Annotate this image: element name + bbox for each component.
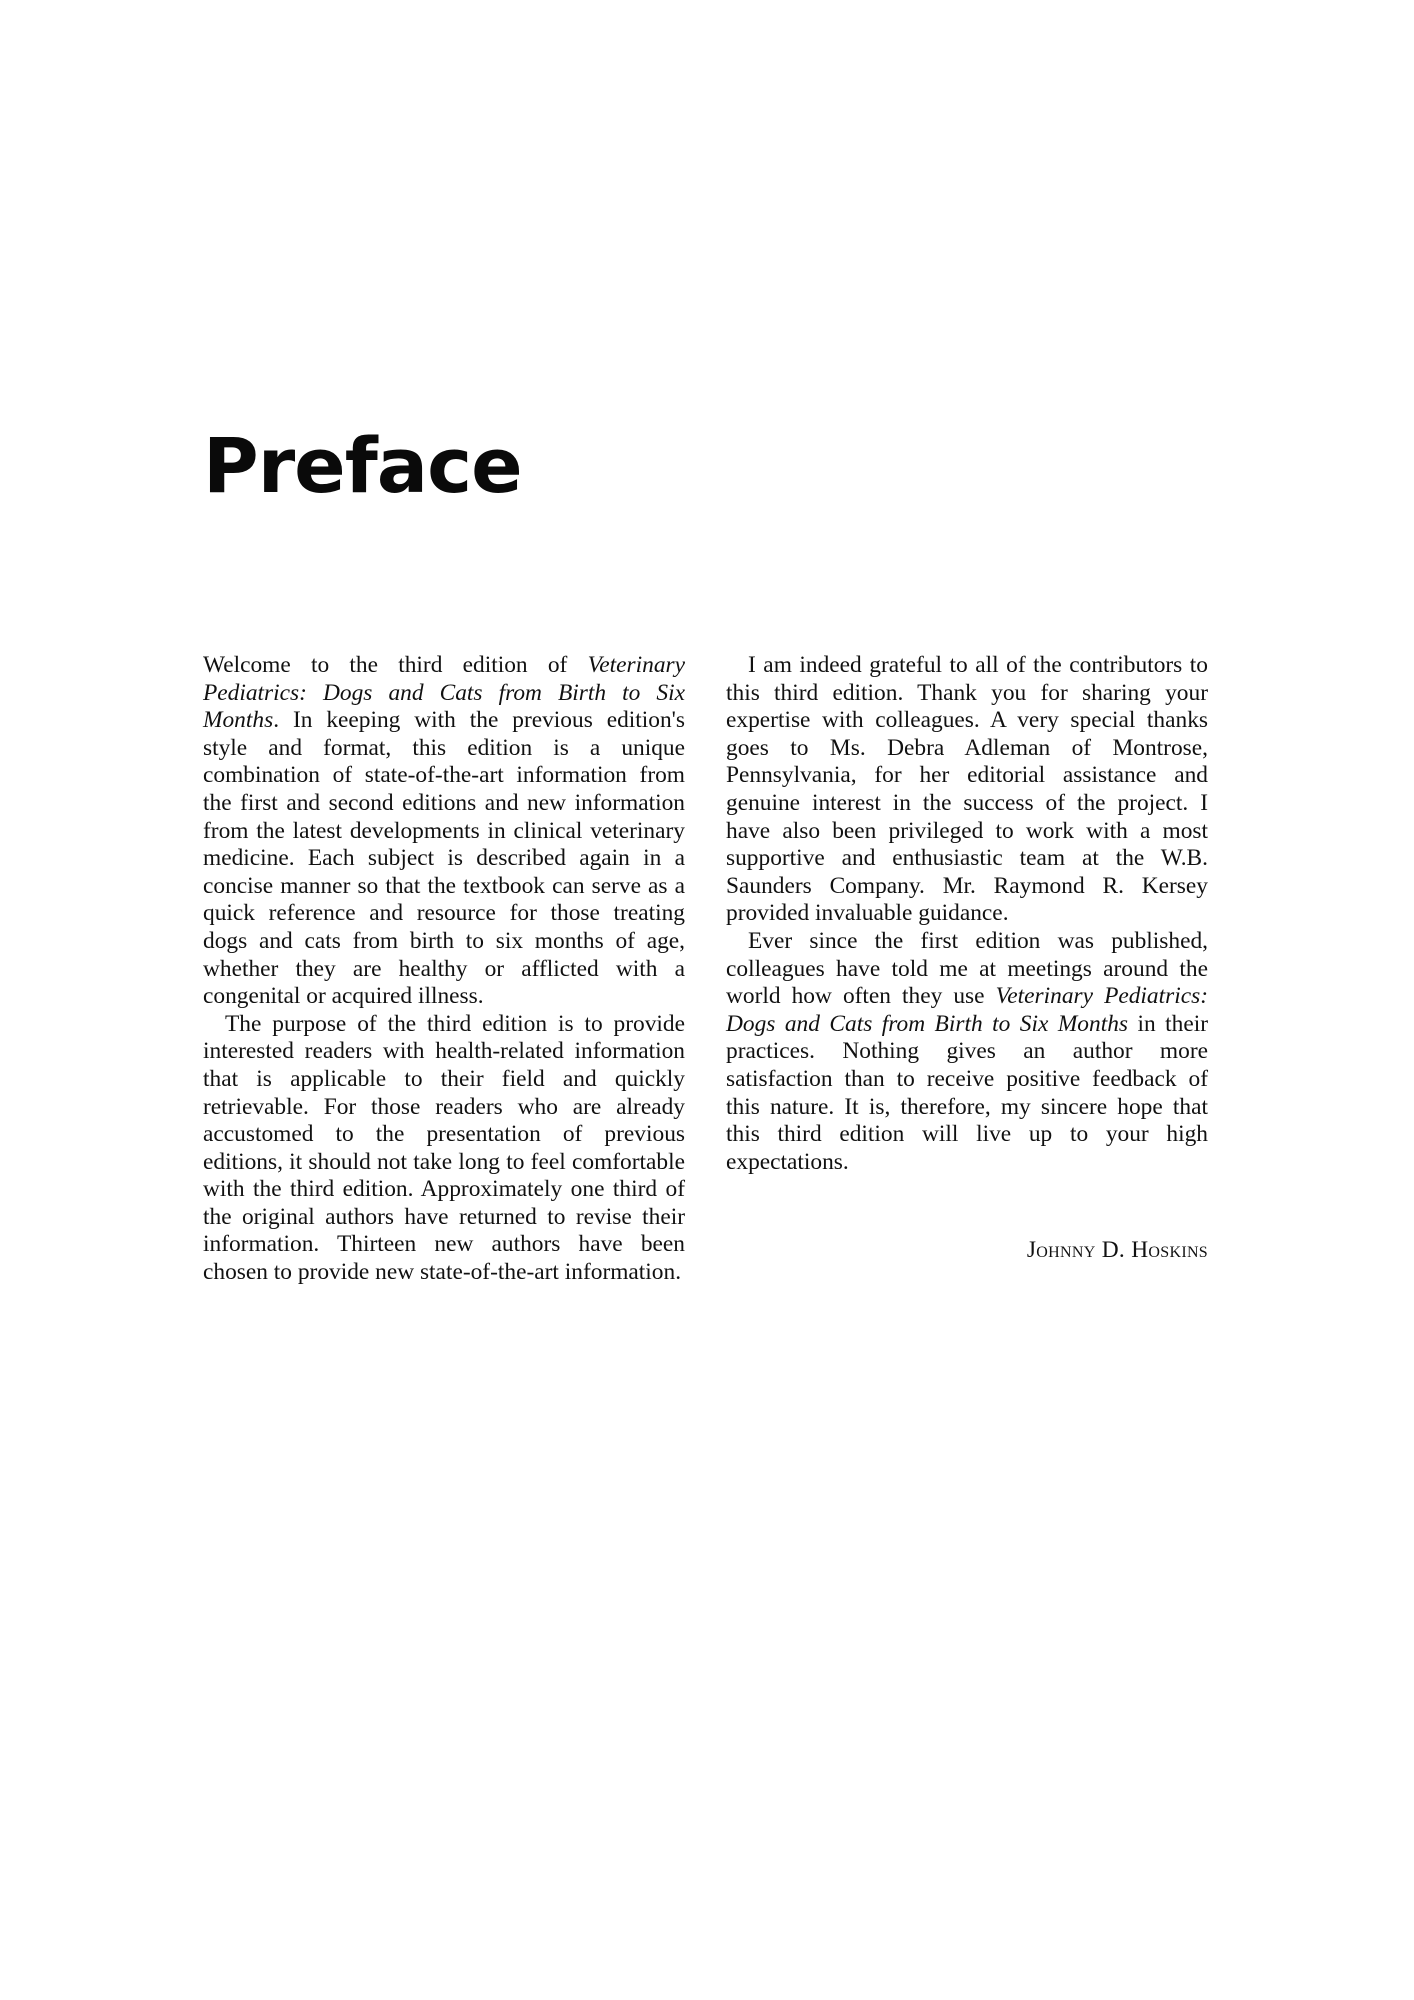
paragraph-closing <box>726 928 1208 1176</box>
author-signature: Johnny D. Hoskins <box>1026 1237 1208 1263</box>
book-title: Veterinary Pediatrics: Dogs and Cats from Birth to Six Months <box>203 652 685 734</box>
paragraph-acknowledgements-text: I am indeed grateful to all of the contributors to this third edition. Thank you for sharing your expertise with colleagues. A very special thanks goes to Ms. Debra Adleman of Montrose, Pennsylvania, for her editorial assistance and genuine interest in the success of the project. I have also been privileged to work with a most supportive and enthusiastic team at the W.B. Saunders Company. Mr. Raymond R. Kersey provided invaluable guidance. <box>726 652 1208 927</box>
page-title: Preface <box>203 421 522 510</box>
text-column-right <box>726 652 1208 1176</box>
paragraph-closing-text-cont: in their practices. Nothing gives an author more satisfaction than to receive positive feedback of this nature. It is, therefore, my sincere hope that this third edition will live up to your high expectations. <box>726 1010 1208 1175</box>
paragraph-purpose-text: The purpose of the third edition is to provide interested readers with health-related information that is applicable to their field and quickly retrievable. For those readers who are already accustomed to the presentation of previous editions, it should not take long to feel comfortable with the third edition. Approximately one third of the original authors have returned to revise their information. Thirteen new authors have been chosen to provide new state-of-the-art information. <box>203 1010 685 1286</box>
paragraph-closing-text: Ever since the first edition was published, colleagues have told me at meetings around the world how often they use <box>726 927 1208 1010</box>
paragraph-acknowledgements <box>726 652 1208 928</box>
paragraph-purpose <box>203 1011 685 1287</box>
paragraph-welcome-text: Welcome to the third edition of <box>203 652 588 678</box>
book-title: Veterinary Pediatrics: Dogs and Cats from Birth to Six Months <box>726 983 1209 1037</box>
paragraph-welcome-text-cont: . In keeping with the previous edition's style and format, this edition is a unique combination of state-of-the-art information from the first and second editions and new information from the latest developments in clinical veterinary medicine. Each subject is described again in a concise manner so that the textbook can serve as a quick reference and resource for those treating dogs and cats from birth to six months of age, whether they are healthy or afflicted with a congenital or acquired illness. <box>203 707 685 1010</box>
text-column-left <box>203 652 685 1287</box>
paragraph-welcome <box>203 652 685 1011</box>
